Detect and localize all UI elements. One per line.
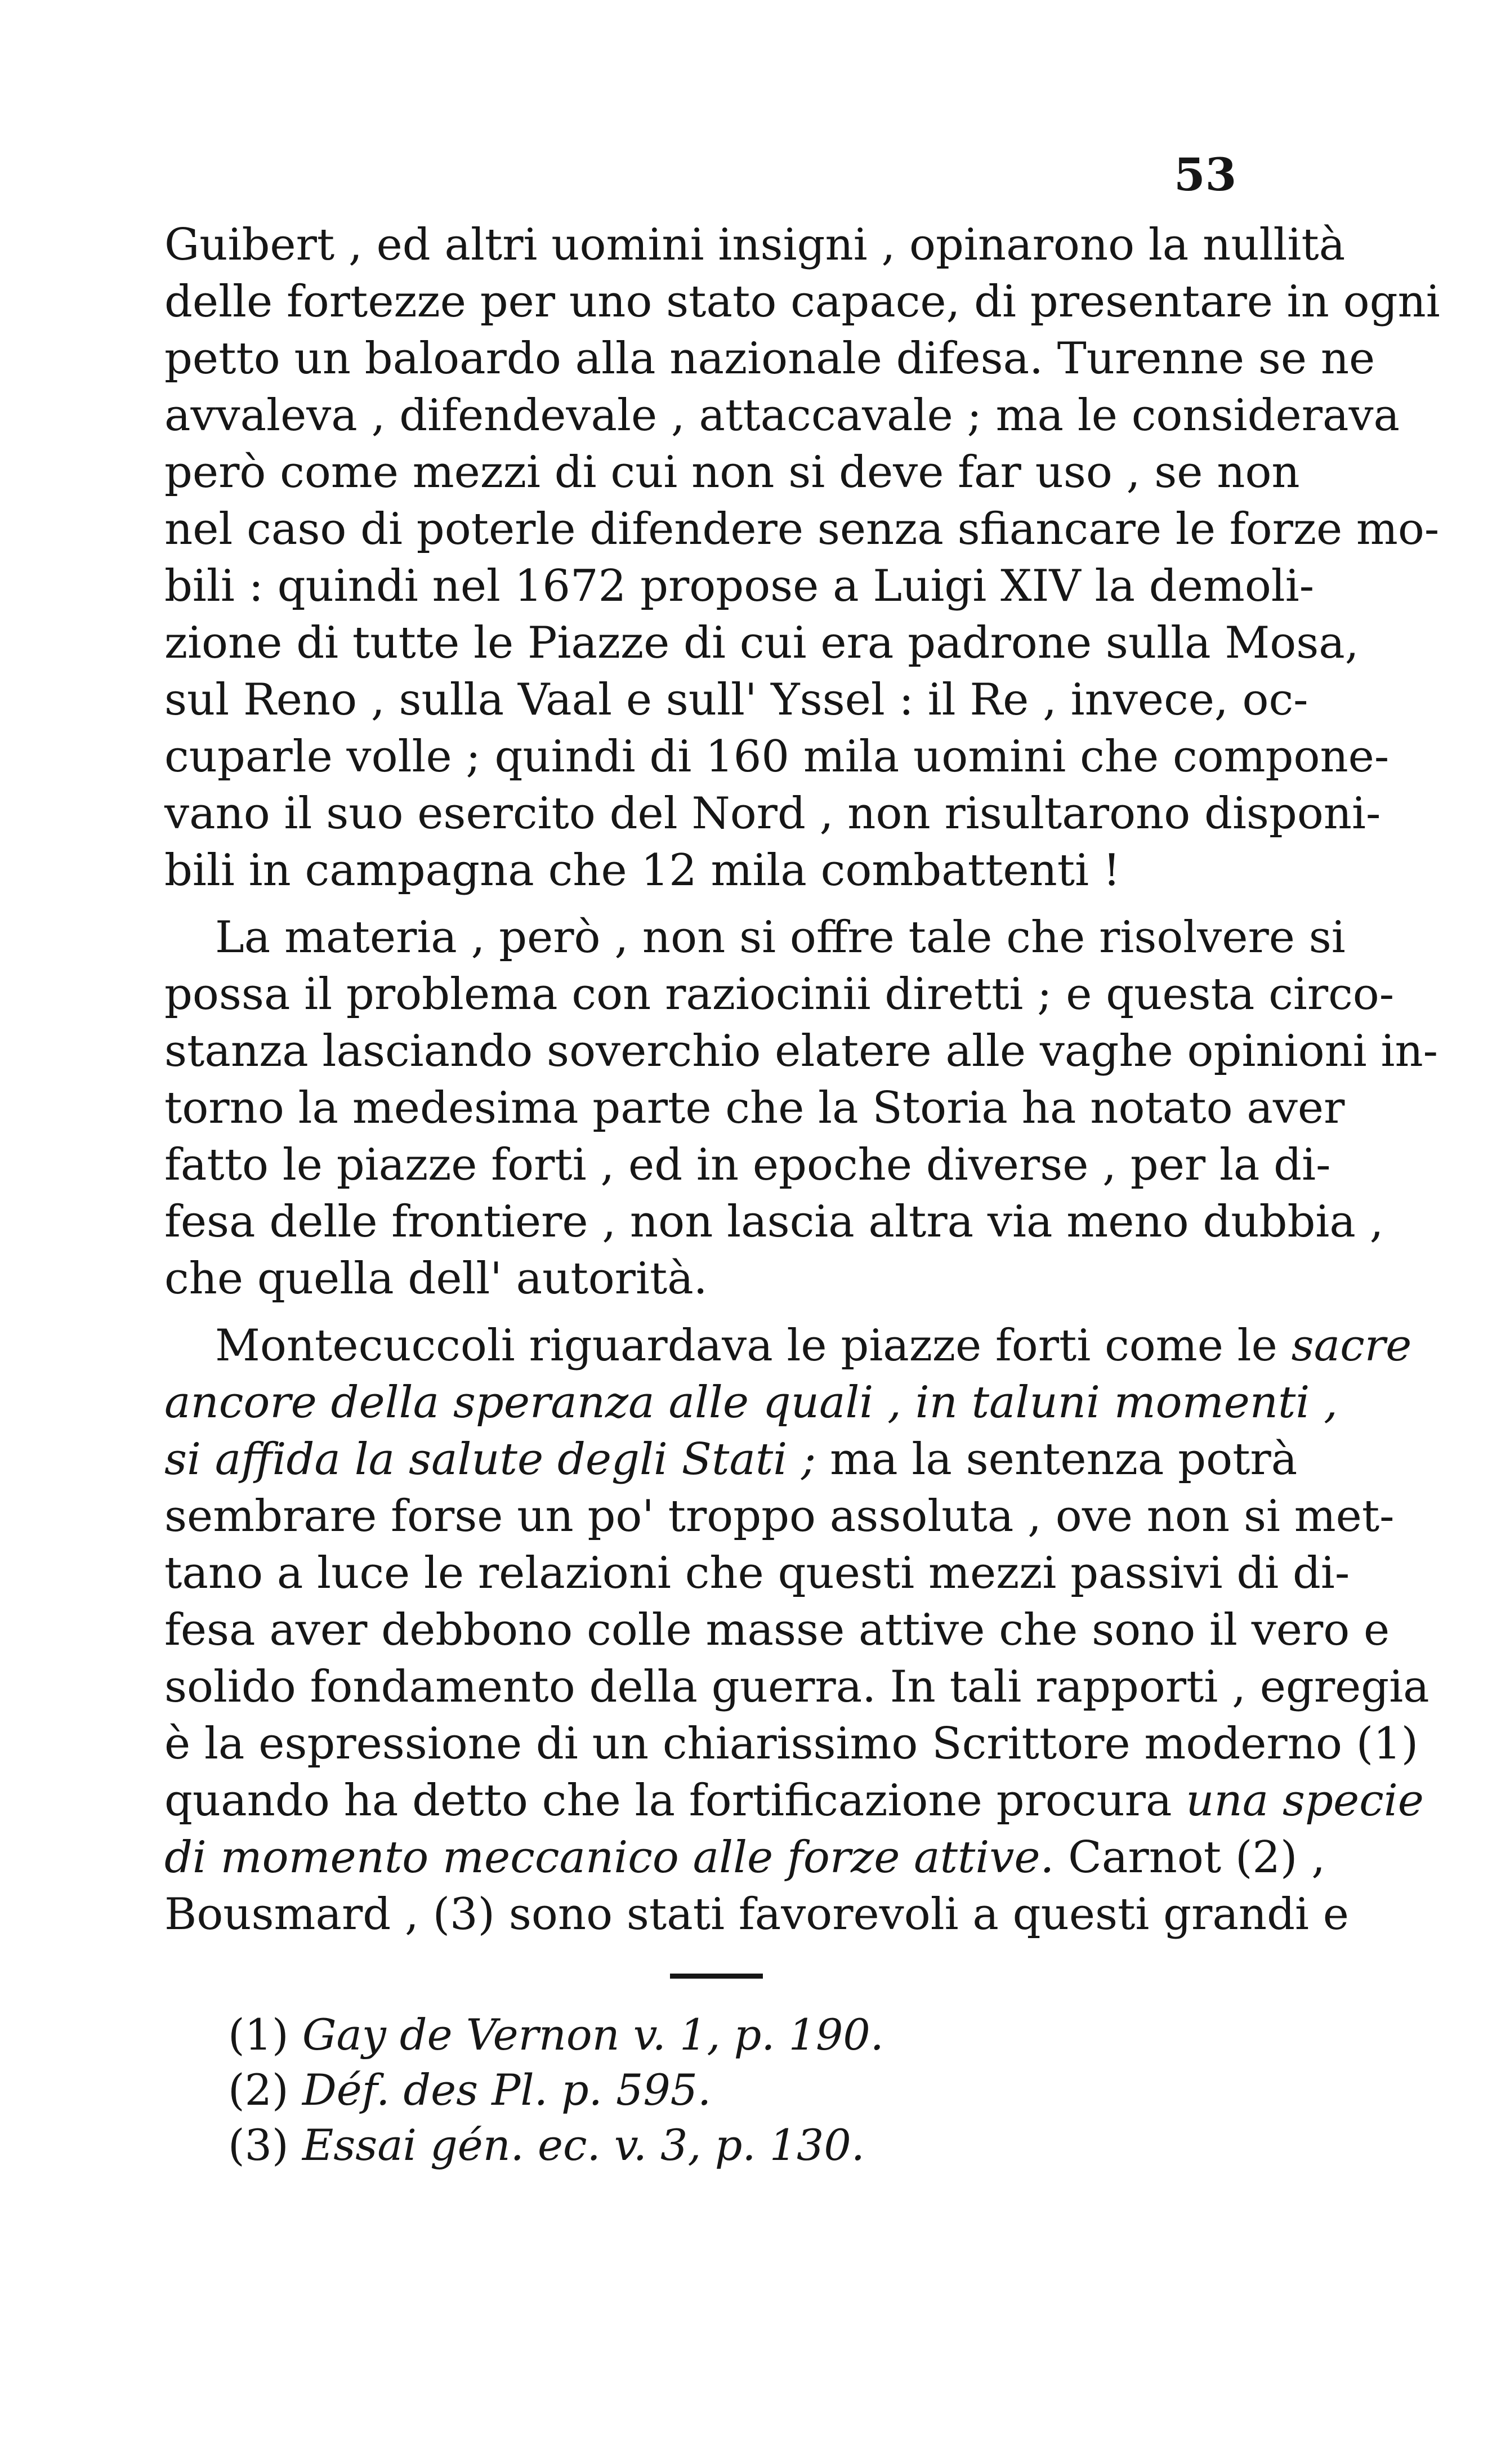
italic-phrase: una specie [1186,1775,1424,1826]
text-line: solido fondamento della guerra. In tali rapporti , egregia [164,1662,1429,1712]
footnote-text: Essai gén. ec. v. 3, p. 130. [302,2120,865,2170]
footnote-mark: (1) [228,2010,302,2060]
text-line: stanza lasciando soverchio elatere alle vaghe opinioni in- [164,1026,1438,1077]
footnote [228,2007,1129,2063]
italic-phrase: sacre [1291,1320,1412,1371]
text-line: sul Reno , sulla Vaal e sull' Yssel : il Re , invece, oc- [164,675,1308,725]
footnote-mark: (3) [228,2120,302,2170]
page-number: 53 [1174,148,1237,201]
text-line: zione di tutte le Piazze di cui era padrone sulla Mosa, [164,618,1359,668]
text-line: si affida la salute degli Stati ; ma la sentenza potrà [164,1434,1298,1485]
text-line: bili in campagna che 12 mila combattenti ! [164,845,1121,896]
footnote-text: Gay de Vernon v. 1, p. 190. [302,2010,884,2060]
text-line: fesa aver debbono colle masse attive che sono il vero e [164,1605,1390,1655]
footnotes [228,2007,1129,2173]
text-line: che quella dell' autorità. [164,1253,708,1304]
footnote-mark: (2) [228,2065,302,2115]
footnote [228,2118,1129,2173]
italic-phrase: si affida la salute degli Stati ; [164,1434,816,1485]
text-line: sembrare forse un po' troppo assoluta , ove non si met- [164,1491,1395,1542]
text-line: tano a luce le relazioni che questi mezzi passivi di di- [164,1548,1350,1599]
text-line: cuparle volle ; quindi di 160 mila uomini che compone- [164,731,1390,782]
text-line: di momento meccanico alle forze attive. Carnot (2) , [164,1832,1326,1883]
text-line: Bousmard , (3) sono stati favorevoli a questi grandi e [164,1889,1349,1940]
text-line [164,1374,1338,1431]
text-line: Montecuccoli riguardava le piazze forti come le sacre [215,1320,1412,1371]
footnote-text: Déf. des Pl. p. 595. [302,2065,712,2115]
footnote-separator [670,1974,763,1979]
text-line: petto un baloardo alla nazionale difesa. Turenne se ne [164,333,1375,384]
text-line: Guibert , ed altri uomini insigni , opinarono la nullità [164,220,1346,270]
text-line: quando ha detto che la fortificazione procura una specie [164,1775,1424,1826]
text-line: delle fortezze per uno stato capace, di presentare in ogni [164,276,1440,327]
text-line: è la espressione di un chiarissimo Scrittore moderno (1) [164,1718,1419,1769]
text-line: possa il problema con raziocinii diretti ; e questa circo- [164,969,1395,1020]
text-line: La materia , però , non si offre tale che risolvere si [215,912,1346,963]
text-line: torno la medesima parte che la Storia ha notato aver [164,1083,1345,1133]
footnote [228,2063,1129,2118]
text-line: fatto le piazze forti , ed in epoche diverse , per la di- [164,1140,1331,1190]
italic-phrase: di momento meccanico alle forze attive. [164,1832,1055,1883]
text-line: nel caso di poterle difendere senza sfiancare le forze mo- [164,504,1440,555]
text-line: fesa delle frontiere , non lascia altra via meno dubbia , [164,1197,1384,1247]
text-line: però come mezzi di cui non si deve far uso , se non [164,447,1300,498]
text-line: bili : quindi nel 1672 propose a Luigi XIV la demoli- [164,561,1315,611]
italic-phrase: ancore della speranza alle quali , in taluni momenti , [164,1377,1338,1428]
text-line: avvaleva , difendevale , attaccavale ; ma le considerava [164,390,1400,441]
text-line: vano il suo esercito del Nord , non risultarono disponi- [164,788,1381,839]
body-text [164,217,1440,1943]
